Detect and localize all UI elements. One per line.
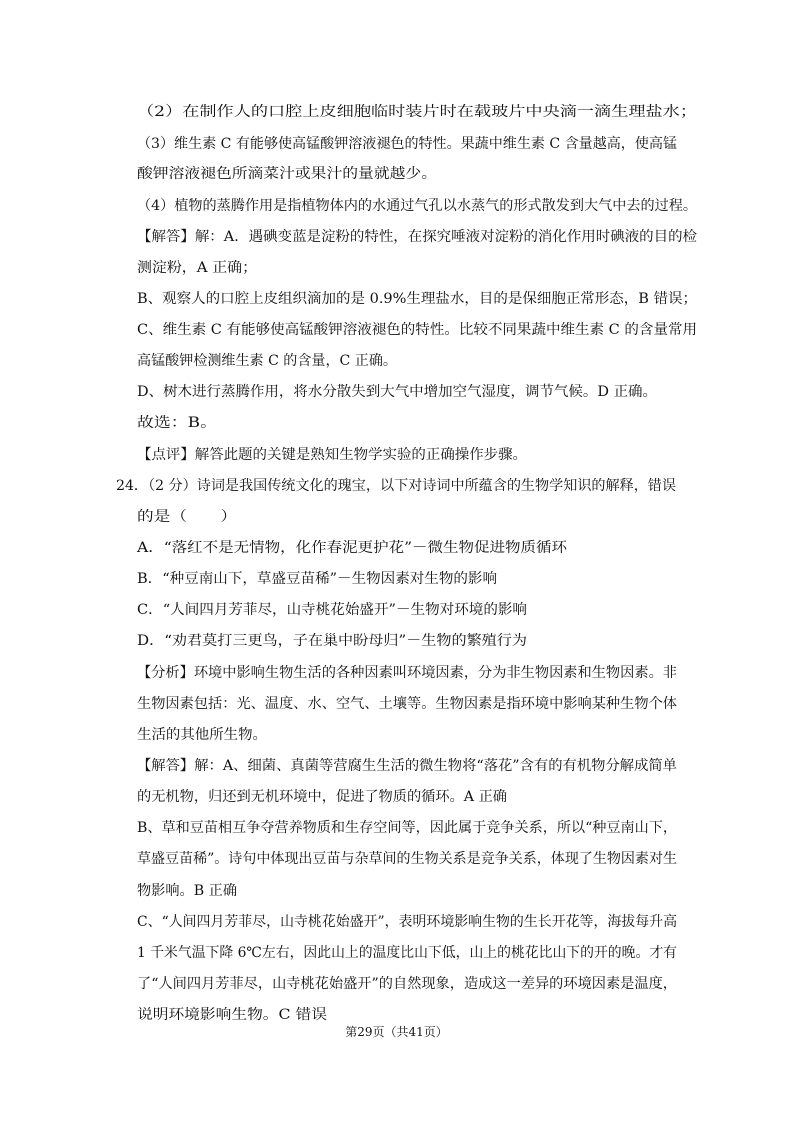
text-line: 测淀粉，A 正确； [137, 260, 257, 276]
text-line: （3）维生素 C 有能够使高锰酸钾溶液褪色的特性。果蔬中维生素 C 含量越高，使高锰 [137, 136, 677, 152]
text-line: D、树木进行蒸腾作用，将水分散失到大气中增加空气湿度，调节气候。D 正确。 [137, 384, 657, 400]
text-line: 草盛豆苗稀”。诗句中体现出豆苗与杂草间的生物关系是竞争关系，体现了生物因素对生 [137, 851, 677, 867]
text-line: 的无机物，归还到无机环境中，促进了物质的循环。A 正确 [137, 789, 507, 805]
text-line: B、草和豆苗相互争夺营养物质和生存空间等，因此属于竞争关系，所以“种豆南山下， [137, 820, 677, 836]
text-line: 的是（ ） [137, 509, 237, 525]
text-line: （2）在制作人的口腔上皮细胞临时装片时在载玻片中央滴一滴生理盐水； [137, 104, 697, 120]
option-a: A．“落红不是无情物，化作春泥更护花”－微生物促进物质循环 [137, 540, 567, 556]
text-line: 了“人间四月芳菲尽，山寺桃花始盛开”的自然现象，造成这一差异的环境因素是温度， [137, 976, 677, 992]
text-line: C、维生素 C 有能够使高锰酸钾溶液褪色的特性。比较不同果蔬中维生素 C 的含量常用 [137, 322, 697, 338]
text-line: 【解答】解：A、细菌、真菌等营腐生生活的微生物将“落花”含有的有机物分解成简单 [137, 758, 677, 774]
text-line: 生活的其他所生物。 [137, 727, 267, 743]
option-d: D．“劝君莫打三更鸟，子在巢中盼母归”－生物的繁殖行为 [137, 633, 527, 649]
text-line: B、观察人的口腔上皮组织滴加的是 0.9%生理盐水，目的是保细胞正常形态，B 错误； [137, 291, 697, 307]
option-b: B．“种豆南山下，草盛豆苗稀”－生物因素对生物的影响 [137, 571, 497, 587]
text-line: 生物因素包括：光、温度、水、空气、土壤等。生物因素是指环境中影响某种生物个体 [137, 696, 677, 712]
text-line: 物影响。B 正确 [137, 883, 237, 899]
text-line: 【点评】解答此题的关键是熟知生物学实验的正确操作步骤。 [137, 447, 527, 463]
text-line: 故选：B。 [137, 415, 217, 431]
text-line: 说明环境影响生物。C 错误 [137, 1007, 327, 1023]
text-line: 1 千米气温下降 6℃左右，因此山上的温度比山下低，山上的桃花比山下的开的晚。才有 [137, 945, 677, 961]
text-line: （4）植物的蒸腾作用是指植物体内的水通过气孔以水蒸气的形式散发到大气中去的过程。 [137, 198, 697, 214]
text-line: 【分析】环境中影响生物生活的各种因素叫环境因素，分为非生物因素和生物因素。非 [137, 665, 677, 681]
question-24: 24．（2 分）诗词是我国传统文化的瑰宝，以下对诗词中所蕴含的生物学知识的解释，错误 [116, 478, 676, 494]
text-line: 酸钾溶液褪色所滴菜汁或果汁的量就越少。 [137, 166, 437, 182]
page-footer: 第29页（共41页） [345, 1025, 448, 1039]
text-line: 高锰酸钾检测维生素 C 的含量，C 正确。 [137, 353, 397, 369]
text-line: C、“人间四月芳菲尽，山寺桃花始盛开”，表明环境影响生物的生长开花等，海拔每升高 [137, 914, 677, 930]
text-line: 【解答】解：A．遇碘变蓝是淀粉的特性，在探究唾液对淀粉的消化作用时碘液的目的检 [137, 229, 697, 245]
option-c: C．“人间四月芳菲尽，山寺桃花始盛开”－生物对环境的影响 [137, 602, 527, 618]
